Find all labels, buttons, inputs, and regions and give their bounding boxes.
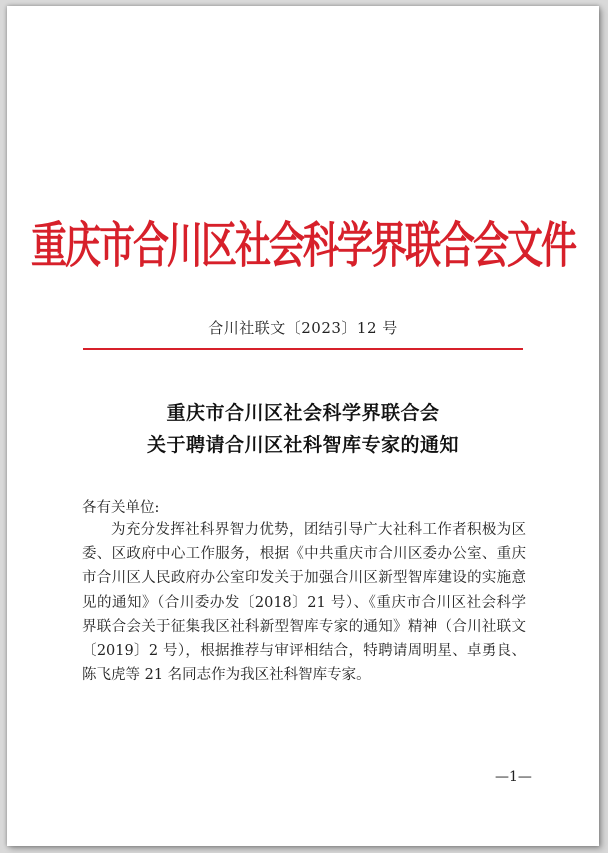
body-paragraph: 为充分发挥社科界智力优势，团结引导广大社科工作者积极为区委、区政府中心工作服务，根据《中共重庆市合川区委办公室、重庆市合川区人民政府办公室印发关于加强合川区新型智库建设的实施意见的通知》（合川委办发〔2018〕21 号）、《重庆市合川区社会科学界联合会关于征集我区社科新型智库专家的通知》精神（合川社联文〔2019〕2 号），根据推荐与审评相结合，特聘请周明星、卓勇良、陈飞虎等 21 名同志作为我区社科智库专家。 xyxy=(82,522,526,684)
document-masthead: 重庆市合川区社会科学界联合会文件 xyxy=(30,218,575,275)
salutation: 各有关单位: xyxy=(82,500,160,516)
notice-title-line-1: 重庆市合川区社会科学界联合会 xyxy=(166,402,440,424)
document-number: 合川社联文〔2023〕12 号 xyxy=(208,319,398,337)
document-page xyxy=(7,6,599,846)
red-divider-line xyxy=(83,348,523,350)
notice-title-line-2: 关于聘请合川区社科智库专家的通知 xyxy=(146,434,459,456)
page-number: —1— xyxy=(495,769,532,785)
